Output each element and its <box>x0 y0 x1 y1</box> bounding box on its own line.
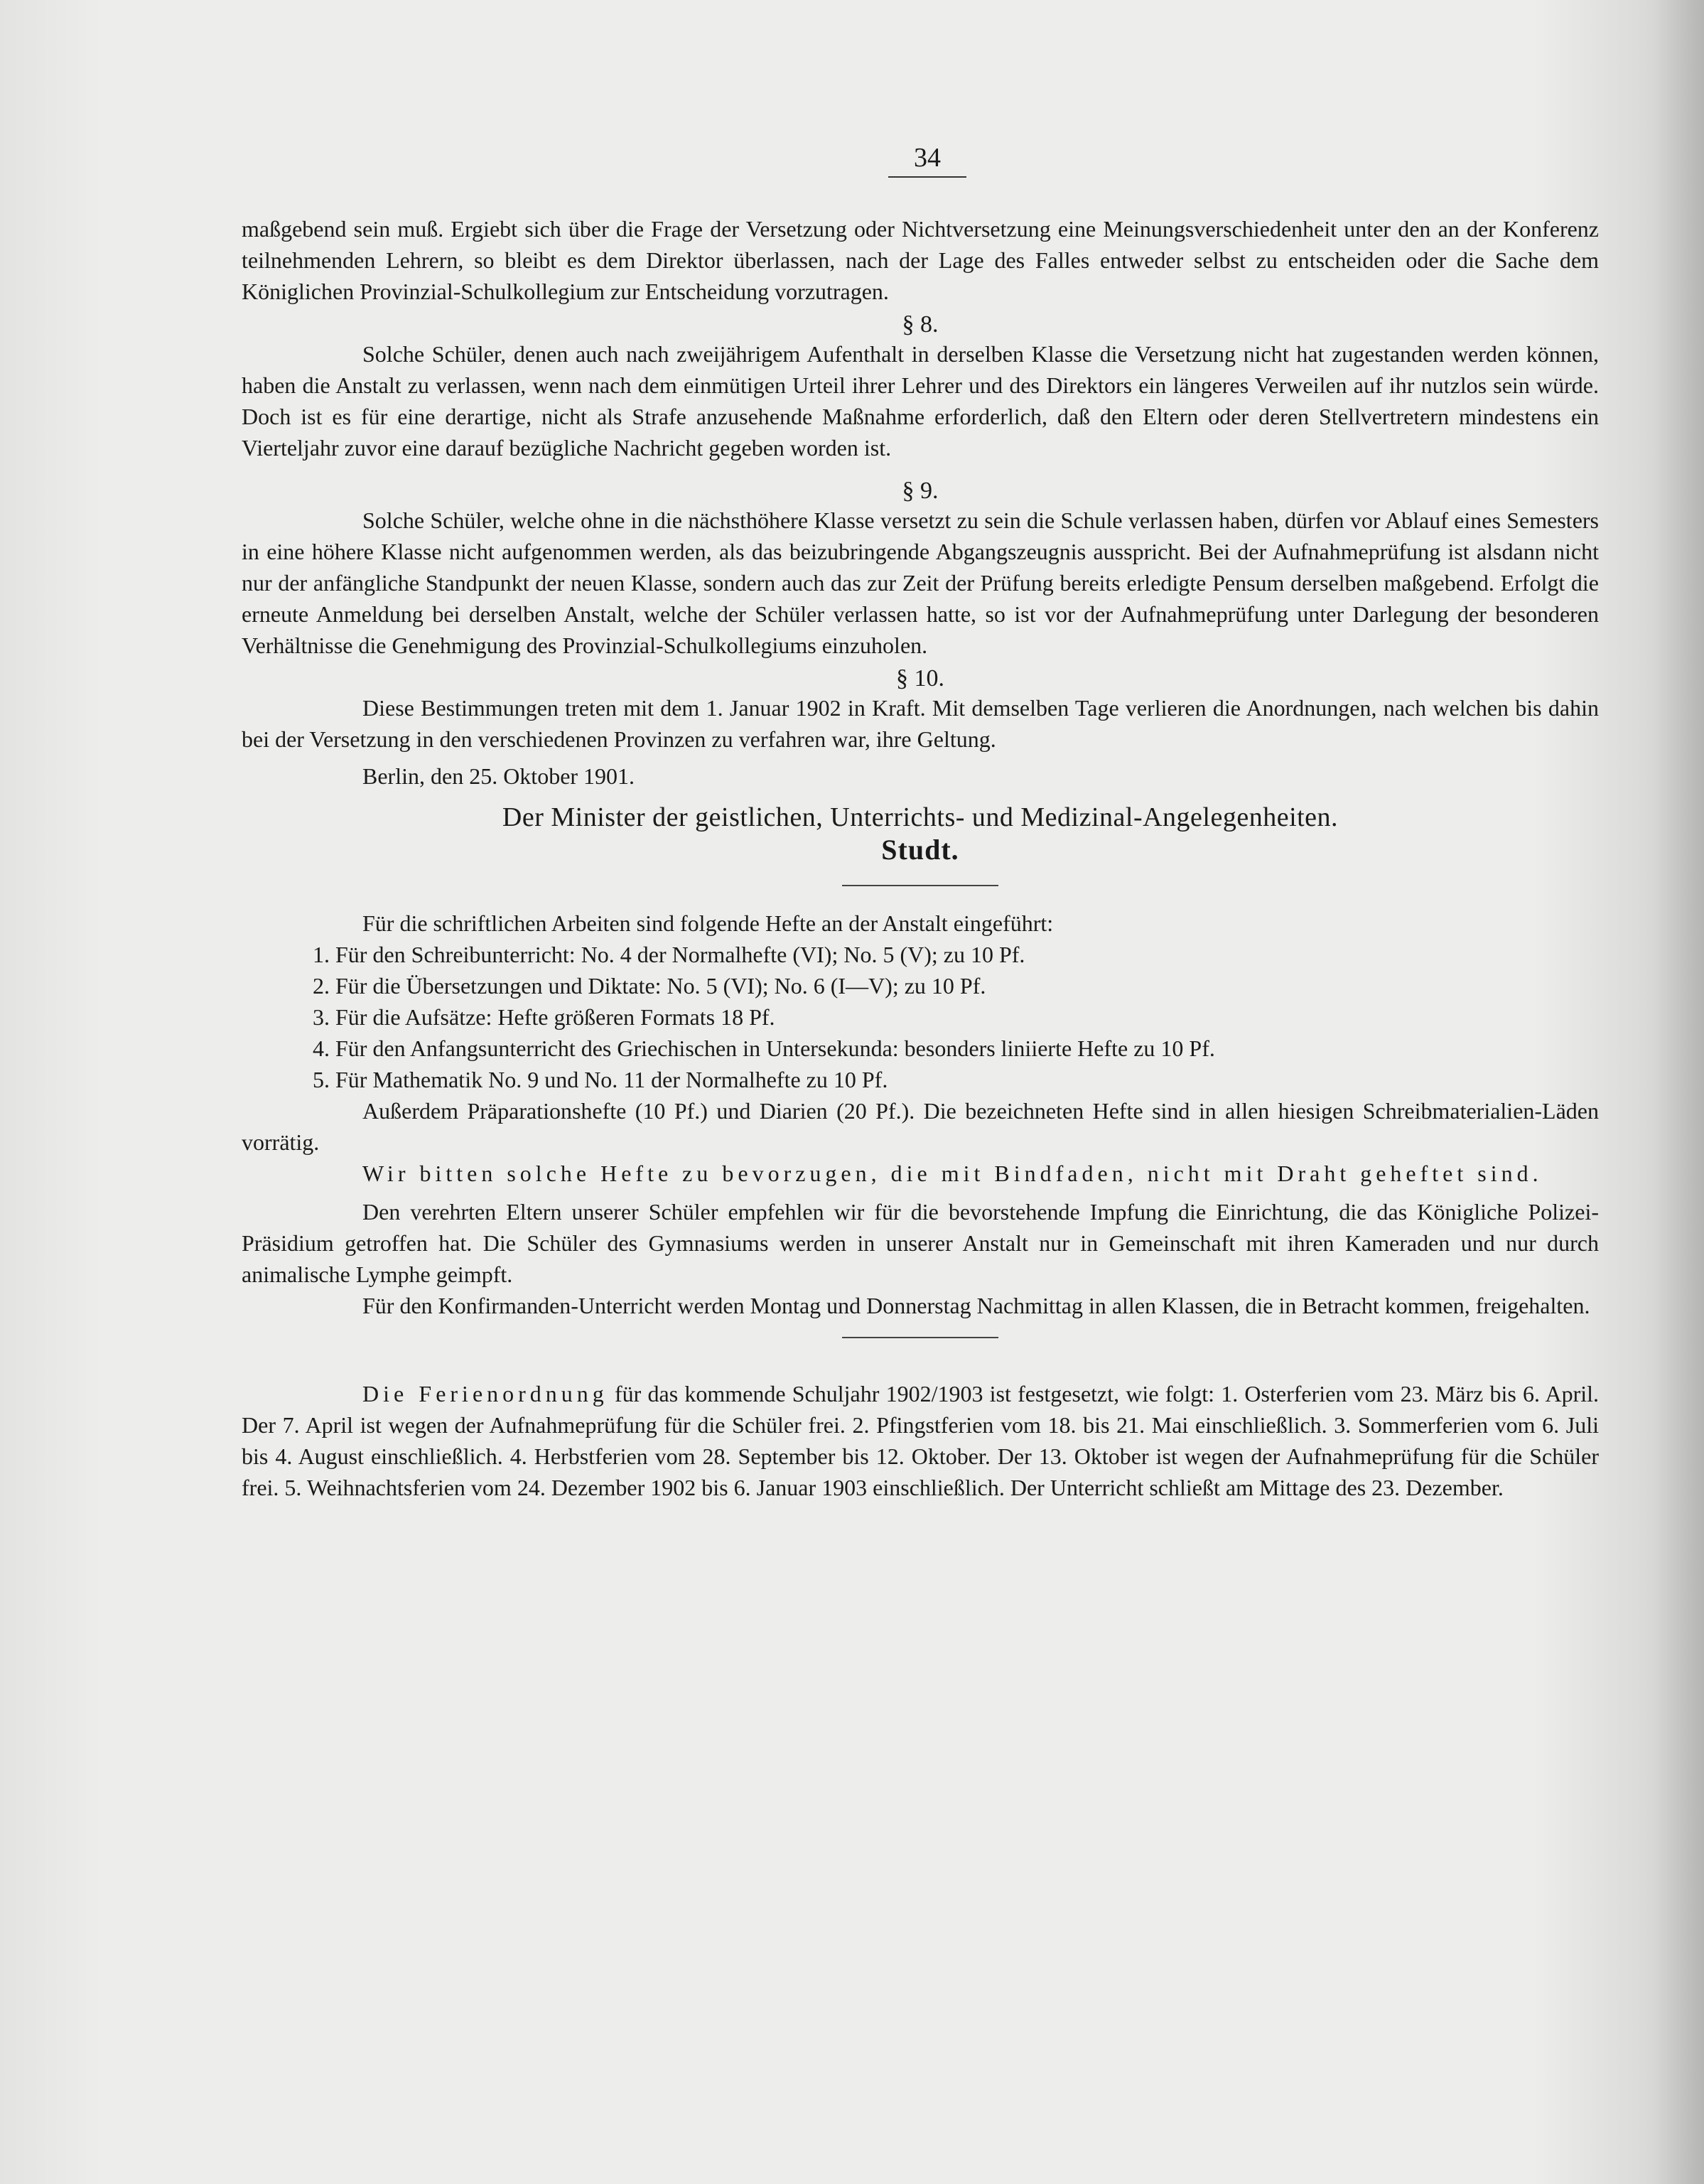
notebooks-list <box>242 939 1599 1095</box>
notebooks-request: Wir bitten solche Hefte zu bevorzugen, die mit Bindfaden, nicht mit Draht geheftet sind. <box>362 1161 1543 1186</box>
vaccination-notice: Den verehrten Eltern unserer Schüler empfehlen wir für die bevorstehende Impfung die Einrichtung, die das Königliche Polizei-Präsidium getroffen hat. Die Schüler des Gymnasiums werden in unserer Anstalt nur in Gemeinschaft mit ihren Kameraden und nur durch animalische Lymphe geimpft. <box>242 1199 1599 1287</box>
section-text-9: Solche Schüler, welche ohne in die nächsthöhere Klasse versetzt zu sein die Schule verlassen haben, dürfen vor Ablauf eines Semesters in eine höhere Klasse nicht aufgenommen werden, als das beizubringende Abgangszeugnis ausspricht. Bei der Aufnahmeprüfung ist alsdann nicht nur der anfängliche Standpunkt der neuen Klasse, sondern auch das zur Zeit der Prüfung bereits erledigte Pensum derselben maßgebend. Erfolgt die erneute Anmeldung bei derselben Anstalt, welche der Schüler verlassen hatte, so ist vor der Aufnahmeprüfung unter Darlegung der besonderen Verhältnisse die Genehmigung des Provinzial-Schulkollegiums einzuholen. <box>242 507 1599 658</box>
section-heading-9: § 9. <box>902 478 939 504</box>
holiday-paragraph <box>242 1378 1599 1503</box>
signature-title: Der Minister der geistlichen, Unterrichts- und Medizinal-Angelegenheiten. <box>502 802 1339 832</box>
section-heading-8: § 8. <box>902 311 939 338</box>
page-edge-shadow <box>1654 0 1704 2184</box>
holiday-lead: Die Ferienordnung <box>362 1381 608 1406</box>
confirmation-notice: Für den Konfirmanden-Unterricht werden Montag und Donnerstag Nachmittag in allen Klassen, die in Betracht kommen, freigehalten. <box>362 1293 1590 1318</box>
section-divider <box>842 885 998 886</box>
section-text-10: Diese Bestimmungen treten mit dem 1. Januar 1902 in Kraft. Mit demselben Tage verlieren die Anordnungen, nach welchen bis dahin bei der Versetzung in den verschiedenen Provinzen zu verfahren war, ihre Geltung. <box>242 695 1599 752</box>
list-item: 3. Für die Aufsätze: Hefte größeren Formats 18 Pf. <box>313 1004 775 1030</box>
section-text-8: Solche Schüler, denen auch nach zweijährigem Aufenthalt in derselben Klasse die Versetzung nicht hat zugestanden werden können, haben die Anstalt zu verlassen, wenn nach dem einmütigen Urteil ihrer Lehrer und des Direktors ein längeres Verweilen auf ihr nutzlos sein würde. Doch ist es für eine derartige, nicht als Strafe anzusehende Maßnahme erforderlich, daß den Eltern oder deren Stellvertretern mindestens ein Vierteljahr zuvor eine darauf bezügliche Nachricht gegeben worden ist. <box>242 341 1599 461</box>
list-item: 1. Für den Schreibunterricht: No. 4 der Normalhefte (VI); No. 5 (V); zu 10 Pf. <box>313 942 1025 967</box>
list-item: 5. Für Mathematik No. 9 und No. 11 der Normalhefte zu 10 Pf. <box>313 1067 888 1092</box>
holiday-text: für das kommende Schuljahr 1902/1903 ist festgesetzt, wie folgt: 1. Osterferien vom 23. März bis 6. April. Der 7. April ist wegen der Aufnahmeprüfung für die Schüler frei. 2. Pfingstferien vom 18. bis 21. Mai einschließlich. 3. Sommerferien vom 6. Juli bis 4. August einschließlich. 4. Herbstferien vom 28. September bis 12. Oktober. Der 13. Oktober ist wegen der Aufnahmeprüfung für die Schüler frei. 5. Weihnachtsferien vom 24. Dezember 1902 bis 6. Januar 1903 einschließlich. Der Unterricht schließt am Mittage des 23. Dezember. <box>242 1381 1600 1500</box>
list-item: 4. Für den Anfangsunterricht des Griechischen in Untersekunda: besonders liniierte Hefte zu 10 Pf. <box>313 1035 1215 1061</box>
section-divider <box>842 1337 998 1338</box>
signature-name: Studt. <box>881 834 959 866</box>
notebooks-intro: Für die schriftlichen Arbeiten sind folgende Hefte an der Anstalt eingeführt: <box>362 910 1054 936</box>
document-body <box>242 213 1599 1503</box>
list-item: 2. Für die Übersetzungen und Diktate: No. 5 (VI); No. 6 (I—V); zu 10 Pf. <box>313 973 986 999</box>
page-number: 34 <box>888 142 966 178</box>
continuation-paragraph: maßgebend sein muß. Ergiebt sich über die Frage der Versetzung oder Nichtversetzung eine Meinungsverschiedenheit unter den an der Konferenz teilnehmenden Lehrern, so bleibt es dem Direktor überlassen, nach der Lage des Falles entweder selbst zu entscheiden oder die Sache dem Königlichen Provinzial-Schulkollegium zur Entscheidung vorzutragen. <box>242 216 1599 304</box>
notebooks-extra: Außerdem Präparationshefte (10 Pf.) und Diarien (20 Pf.). Die bezeichneten Hefte sind in allen hiesigen Schreibmaterialien-Läden vorrätig. <box>242 1098 1599 1155</box>
dateline: Berlin, den 25. Oktober 1901. <box>362 763 635 789</box>
section-heading-10: § 10. <box>896 665 944 692</box>
